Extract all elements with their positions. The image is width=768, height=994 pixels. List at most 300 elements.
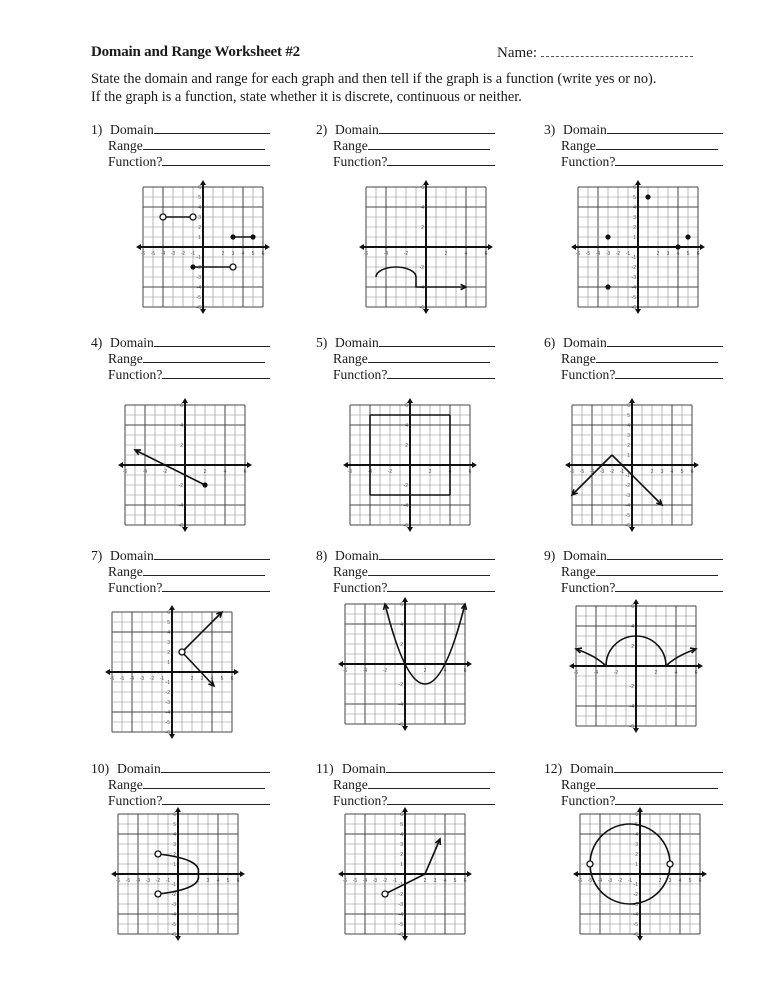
- svg-text:1: 1: [633, 235, 636, 241]
- problem-number: 3): [544, 122, 556, 137]
- svg-text:-1: -1: [190, 251, 196, 257]
- range-answer-blank[interactable]: [596, 563, 718, 576]
- svg-text:-1: -1: [165, 878, 171, 884]
- svg-text:-6: -6: [342, 878, 348, 884]
- svg-text:-6: -6: [631, 305, 636, 311]
- svg-text:-5: -5: [352, 878, 358, 884]
- svg-text:-4: -4: [367, 469, 373, 475]
- function-label: Function?: [561, 154, 616, 169]
- problem-5: [316, 334, 516, 382]
- svg-text:-2: -2: [403, 483, 408, 489]
- problem-6: [544, 334, 744, 382]
- graph-8: [337, 596, 473, 732]
- svg-text:4: 4: [400, 832, 403, 838]
- svg-text:-4: -4: [362, 668, 368, 674]
- function-label: Function?: [333, 580, 388, 595]
- svg-text:1: 1: [635, 862, 638, 868]
- svg-text:2: 2: [167, 650, 170, 656]
- svg-text:-2: -2: [633, 892, 638, 898]
- svg-text:2: 2: [421, 225, 424, 231]
- range-answer-blank[interactable]: [143, 350, 265, 363]
- svg-text:4: 4: [633, 205, 636, 211]
- graph-2: [358, 179, 494, 315]
- svg-text:-4: -4: [383, 251, 389, 257]
- svg-text:-3: -3: [145, 878, 151, 884]
- svg-text:5: 5: [633, 195, 636, 201]
- instruction-line-2: If the graph is a function, state whether it is discrete, continuous or neither.: [91, 89, 522, 105]
- svg-text:-2: -2: [171, 892, 176, 898]
- svg-text:-3: -3: [372, 878, 378, 884]
- problem-number: 11): [316, 761, 334, 776]
- svg-text:-4: -4: [419, 285, 424, 291]
- domain-label: Domain: [570, 761, 614, 776]
- svg-text:6: 6: [400, 812, 403, 818]
- svg-text:5: 5: [688, 878, 692, 884]
- function-label: Function?: [561, 580, 616, 595]
- name-label: Name:: [497, 45, 537, 61]
- function-answer-blank[interactable]: [387, 153, 495, 166]
- svg-text:6: 6: [173, 812, 176, 818]
- svg-text:-2: -2: [162, 469, 168, 475]
- svg-text:-4: -4: [631, 285, 636, 291]
- svg-text:4: 4: [421, 205, 424, 211]
- svg-text:-1: -1: [625, 251, 631, 257]
- svg-text:-4: -4: [589, 469, 595, 475]
- svg-text:3: 3: [635, 842, 638, 848]
- problem-11: [316, 760, 516, 808]
- svg-text:-2: -2: [398, 892, 403, 898]
- svg-text:1: 1: [173, 862, 176, 868]
- svg-text:-6: -6: [363, 251, 369, 257]
- svg-text:-4: -4: [595, 251, 601, 257]
- svg-text:2: 2: [631, 644, 634, 650]
- svg-text:-6: -6: [569, 469, 575, 475]
- svg-text:4: 4: [676, 251, 680, 257]
- svg-text:6: 6: [230, 676, 234, 682]
- svg-text:6: 6: [421, 185, 424, 191]
- svg-text:5: 5: [251, 251, 255, 257]
- problem-number: 10): [91, 761, 110, 776]
- domain-label: Domain: [117, 761, 161, 776]
- svg-text:5: 5: [167, 620, 170, 626]
- range-label: Range: [108, 138, 143, 153]
- problem-number: 6): [544, 335, 556, 350]
- graph-5: [342, 397, 478, 533]
- domain-label: Domain: [335, 335, 379, 350]
- svg-text:4: 4: [443, 668, 447, 674]
- function-label: Function?: [561, 793, 616, 808]
- graph-4: [117, 397, 253, 533]
- graph-1: [135, 179, 271, 315]
- svg-text:-6: -6: [403, 523, 408, 529]
- domain-label: Domain: [563, 122, 607, 137]
- svg-text:2: 2: [656, 251, 660, 257]
- svg-text:3: 3: [633, 215, 636, 221]
- svg-text:-5: -5: [587, 878, 593, 884]
- range-answer-blank[interactable]: [596, 137, 718, 150]
- svg-text:5: 5: [686, 251, 690, 257]
- svg-text:-3: -3: [171, 902, 176, 908]
- svg-text:-2: -2: [615, 251, 621, 257]
- svg-text:-4: -4: [196, 285, 201, 291]
- name-field[interactable]: [497, 44, 693, 62]
- problem-12: [544, 760, 744, 808]
- problem-number: 12): [544, 761, 563, 776]
- svg-text:-4: -4: [171, 912, 176, 918]
- domain-answer-blank[interactable]: [607, 121, 723, 134]
- svg-text:-5: -5: [585, 251, 591, 257]
- svg-text:6: 6: [180, 403, 183, 409]
- function-answer-blank[interactable]: [162, 792, 270, 805]
- function-answer-blank[interactable]: [162, 153, 270, 166]
- svg-text:2: 2: [196, 878, 200, 884]
- domain-label: Domain: [342, 761, 386, 776]
- svg-text:-6: -6: [171, 932, 176, 938]
- svg-text:4: 4: [216, 878, 220, 884]
- svg-text:6: 6: [236, 878, 240, 884]
- svg-text:6: 6: [696, 251, 700, 257]
- svg-text:4: 4: [400, 622, 403, 628]
- svg-text:4: 4: [627, 423, 630, 429]
- function-label: Function?: [108, 793, 163, 808]
- svg-text:2: 2: [405, 443, 408, 449]
- svg-text:4: 4: [167, 630, 170, 636]
- problem-number: 1): [91, 122, 103, 137]
- svg-text:4: 4: [241, 251, 245, 257]
- svg-text:5: 5: [635, 822, 638, 828]
- svg-text:2: 2: [654, 670, 658, 676]
- function-label: Function?: [333, 793, 388, 808]
- svg-text:-1: -1: [627, 878, 633, 884]
- domain-label: Domain: [563, 335, 607, 350]
- svg-text:3: 3: [400, 842, 403, 848]
- svg-text:-3: -3: [139, 676, 145, 682]
- function-label: Function?: [108, 367, 163, 382]
- svg-text:-4: -4: [398, 702, 403, 708]
- svg-text:6: 6: [690, 469, 694, 475]
- domain-label: Domain: [110, 122, 154, 137]
- problem-number: 5): [316, 335, 328, 350]
- svg-text:6: 6: [694, 670, 698, 676]
- svg-text:4: 4: [464, 251, 468, 257]
- name-blank[interactable]: [541, 44, 693, 57]
- range-label: Range: [333, 138, 368, 153]
- domain-answer-blank[interactable]: [607, 334, 723, 347]
- range-answer-blank[interactable]: [368, 776, 490, 789]
- problem-number: 2): [316, 122, 328, 137]
- svg-text:2: 2: [423, 668, 427, 674]
- svg-text:-3: -3: [633, 902, 638, 908]
- svg-text:-3: -3: [196, 275, 201, 281]
- svg-text:3: 3: [433, 878, 437, 884]
- function-answer-blank[interactable]: [615, 579, 723, 592]
- svg-text:-6: -6: [140, 251, 146, 257]
- svg-text:-4: -4: [597, 878, 603, 884]
- function-answer-blank[interactable]: [615, 792, 723, 805]
- svg-text:-6: -6: [419, 305, 424, 311]
- range-answer-blank[interactable]: [368, 350, 490, 363]
- problem-10: [91, 760, 291, 808]
- range-answer-blank[interactable]: [596, 350, 718, 363]
- svg-text:1: 1: [400, 862, 403, 868]
- svg-text:-6: -6: [633, 932, 638, 938]
- svg-text:2: 2: [635, 852, 638, 858]
- svg-text:-5: -5: [165, 720, 170, 726]
- svg-text:4: 4: [448, 469, 452, 475]
- range-label: Range: [561, 777, 596, 792]
- svg-text:3: 3: [167, 640, 170, 646]
- svg-text:2: 2: [627, 443, 630, 449]
- domain-answer-blank[interactable]: [154, 547, 270, 560]
- svg-text:6: 6: [167, 610, 170, 616]
- svg-text:-4: -4: [398, 912, 403, 918]
- function-label: Function?: [108, 154, 163, 169]
- svg-text:3: 3: [206, 878, 210, 884]
- svg-text:-6: -6: [573, 670, 579, 676]
- svg-text:-1: -1: [165, 680, 170, 686]
- svg-text:4: 4: [223, 469, 227, 475]
- svg-text:2: 2: [203, 469, 207, 475]
- range-label: Range: [561, 351, 596, 366]
- svg-text:-5: -5: [119, 676, 125, 682]
- svg-text:2: 2: [173, 852, 176, 858]
- svg-text:-3: -3: [398, 902, 403, 908]
- domain-answer-blank[interactable]: [614, 760, 723, 773]
- svg-text:2: 2: [633, 225, 636, 231]
- range-label: Range: [333, 564, 368, 579]
- svg-text:4: 4: [173, 832, 176, 838]
- svg-text:-2: -2: [382, 668, 388, 674]
- svg-text:2: 2: [444, 251, 448, 257]
- function-answer-blank[interactable]: [615, 153, 723, 166]
- svg-text:-4: -4: [625, 503, 630, 509]
- range-answer-blank[interactable]: [368, 137, 490, 150]
- svg-text:3: 3: [666, 251, 670, 257]
- problem-number: 7): [91, 548, 103, 563]
- function-label: Function?: [561, 367, 616, 382]
- svg-text:-6: -6: [342, 668, 348, 674]
- svg-text:-3: -3: [607, 878, 613, 884]
- svg-text:-5: -5: [125, 878, 131, 884]
- svg-text:-2: -2: [387, 469, 393, 475]
- svg-text:5: 5: [173, 822, 176, 828]
- svg-text:4: 4: [678, 878, 682, 884]
- svg-text:-2: -2: [382, 878, 388, 884]
- domain-answer-blank[interactable]: [154, 121, 270, 134]
- svg-text:6: 6: [198, 185, 201, 191]
- domain-answer-blank[interactable]: [379, 121, 495, 134]
- svg-text:-2: -2: [165, 690, 170, 696]
- svg-text:-5: -5: [579, 469, 585, 475]
- svg-text:6: 6: [468, 469, 472, 475]
- svg-text:-2: -2: [613, 670, 619, 676]
- svg-text:-3: -3: [631, 275, 636, 281]
- svg-text:5: 5: [680, 469, 684, 475]
- svg-text:-3: -3: [170, 251, 176, 257]
- svg-text:6: 6: [633, 185, 636, 191]
- function-answer-blank[interactable]: [387, 366, 495, 379]
- range-answer-blank[interactable]: [368, 563, 490, 576]
- svg-text:4: 4: [210, 676, 214, 682]
- svg-text:-3: -3: [625, 493, 630, 499]
- svg-text:4: 4: [405, 423, 408, 429]
- problem-1: [91, 121, 291, 169]
- range-label: Range: [108, 351, 143, 366]
- svg-text:-6: -6: [115, 878, 121, 884]
- svg-text:-5: -5: [196, 295, 201, 301]
- svg-text:-1: -1: [171, 882, 176, 888]
- svg-text:6: 6: [261, 251, 265, 257]
- svg-text:-6: -6: [575, 251, 581, 257]
- svg-text:4: 4: [443, 878, 447, 884]
- svg-text:-4: -4: [362, 878, 368, 884]
- problem-8: [316, 547, 516, 595]
- function-label: Function?: [108, 580, 163, 595]
- svg-text:-1: -1: [196, 255, 201, 261]
- problem-9: [544, 547, 744, 595]
- svg-text:-6: -6: [577, 878, 583, 884]
- function-label: Function?: [333, 367, 388, 382]
- domain-label: Domain: [110, 548, 154, 563]
- svg-text:5: 5: [198, 195, 201, 201]
- svg-text:-1: -1: [631, 255, 636, 261]
- svg-text:-4: -4: [593, 670, 599, 676]
- svg-text:3: 3: [173, 842, 176, 848]
- svg-text:-2: -2: [617, 878, 623, 884]
- svg-text:-3: -3: [599, 469, 605, 475]
- problem-7: [91, 547, 291, 595]
- svg-text:-2: -2: [196, 265, 201, 271]
- svg-text:-4: -4: [142, 469, 148, 475]
- svg-text:-1: -1: [392, 878, 398, 884]
- svg-text:6: 6: [405, 403, 408, 409]
- domain-label: Domain: [563, 548, 607, 563]
- svg-text:-6: -6: [629, 724, 634, 730]
- svg-text:-6: -6: [398, 722, 403, 728]
- instructions: [91, 70, 711, 106]
- domain-label: Domain: [110, 335, 154, 350]
- svg-text:-2: -2: [180, 251, 186, 257]
- svg-text:-6: -6: [178, 523, 183, 529]
- domain-answer-blank[interactable]: [379, 334, 495, 347]
- function-answer-blank[interactable]: [162, 366, 270, 379]
- graph-6: [564, 397, 700, 533]
- range-answer-blank[interactable]: [143, 137, 265, 150]
- domain-label: Domain: [335, 122, 379, 137]
- svg-text:-4: -4: [160, 251, 166, 257]
- domain-answer-blank[interactable]: [386, 760, 495, 773]
- graph-7: [104, 604, 240, 740]
- domain-answer-blank[interactable]: [154, 334, 270, 347]
- svg-text:3: 3: [198, 215, 201, 221]
- svg-text:-1: -1: [398, 882, 403, 888]
- svg-text:-5: -5: [398, 922, 403, 928]
- range-label: Range: [333, 777, 368, 792]
- instruction-line-1: State the domain and range for each graph and then tell if the graph is a function (write yes or no).: [91, 71, 657, 87]
- svg-text:3: 3: [668, 878, 672, 884]
- range-label: Range: [108, 777, 143, 792]
- graph-10: [110, 806, 246, 942]
- svg-text:2: 2: [400, 852, 403, 858]
- svg-text:6: 6: [627, 403, 630, 409]
- svg-text:-2: -2: [631, 265, 636, 271]
- svg-text:6: 6: [243, 469, 247, 475]
- range-answer-blank[interactable]: [596, 776, 718, 789]
- svg-text:6: 6: [463, 668, 467, 674]
- function-answer-blank[interactable]: [162, 579, 270, 592]
- range-label: Range: [333, 351, 368, 366]
- svg-text:-2: -2: [398, 682, 403, 688]
- svg-text:-1: -1: [633, 882, 638, 888]
- domain-answer-blank[interactable]: [607, 547, 723, 560]
- svg-text:4: 4: [635, 832, 638, 838]
- svg-text:-1: -1: [625, 473, 630, 479]
- svg-text:3: 3: [200, 676, 204, 682]
- function-answer-blank[interactable]: [615, 366, 723, 379]
- graph-12: [572, 806, 708, 942]
- svg-text:6: 6: [400, 602, 403, 608]
- range-answer-blank[interactable]: [143, 563, 265, 576]
- svg-text:-2: -2: [419, 265, 424, 271]
- svg-text:5: 5: [226, 878, 230, 884]
- svg-text:-2: -2: [625, 483, 630, 489]
- domain-answer-blank[interactable]: [379, 547, 495, 560]
- problem-number: 8): [316, 548, 328, 563]
- problem-3: [544, 121, 744, 169]
- svg-text:-2: -2: [155, 878, 161, 884]
- svg-text:-1: -1: [619, 469, 625, 475]
- domain-answer-blank[interactable]: [161, 760, 270, 773]
- svg-text:1: 1: [627, 453, 630, 459]
- svg-text:1: 1: [198, 235, 201, 241]
- function-answer-blank[interactable]: [387, 792, 495, 805]
- svg-text:2: 2: [423, 878, 427, 884]
- svg-text:-6: -6: [625, 523, 630, 529]
- svg-text:3: 3: [231, 251, 235, 257]
- function-answer-blank[interactable]: [387, 579, 495, 592]
- svg-text:-4: -4: [178, 503, 183, 509]
- svg-text:-5: -5: [625, 513, 630, 519]
- svg-text:-5: -5: [171, 922, 176, 928]
- svg-text:-4: -4: [165, 710, 170, 716]
- range-label: Range: [561, 564, 596, 579]
- svg-text:2: 2: [428, 469, 432, 475]
- svg-text:-5: -5: [631, 295, 636, 301]
- problem-4: [91, 334, 291, 382]
- svg-text:-5: -5: [150, 251, 156, 257]
- svg-text:5: 5: [627, 413, 630, 419]
- graph-11: [337, 806, 473, 942]
- svg-text:-3: -3: [165, 700, 170, 706]
- svg-text:2: 2: [190, 676, 194, 682]
- svg-text:5: 5: [453, 878, 457, 884]
- svg-text:-6: -6: [347, 469, 353, 475]
- svg-text:-2: -2: [403, 251, 409, 257]
- svg-text:4: 4: [631, 624, 634, 630]
- svg-text:-2: -2: [178, 483, 183, 489]
- problem-2: [316, 121, 516, 169]
- svg-text:4: 4: [180, 423, 183, 429]
- svg-text:-6: -6: [196, 305, 201, 311]
- svg-text:-6: -6: [109, 676, 115, 682]
- range-answer-blank[interactable]: [143, 776, 265, 789]
- svg-text:1: 1: [167, 660, 170, 666]
- problem-number: 4): [91, 335, 103, 350]
- function-label: Function?: [333, 154, 388, 169]
- svg-text:6: 6: [463, 878, 467, 884]
- svg-text:-5: -5: [633, 922, 638, 928]
- svg-text:-4: -4: [403, 503, 408, 509]
